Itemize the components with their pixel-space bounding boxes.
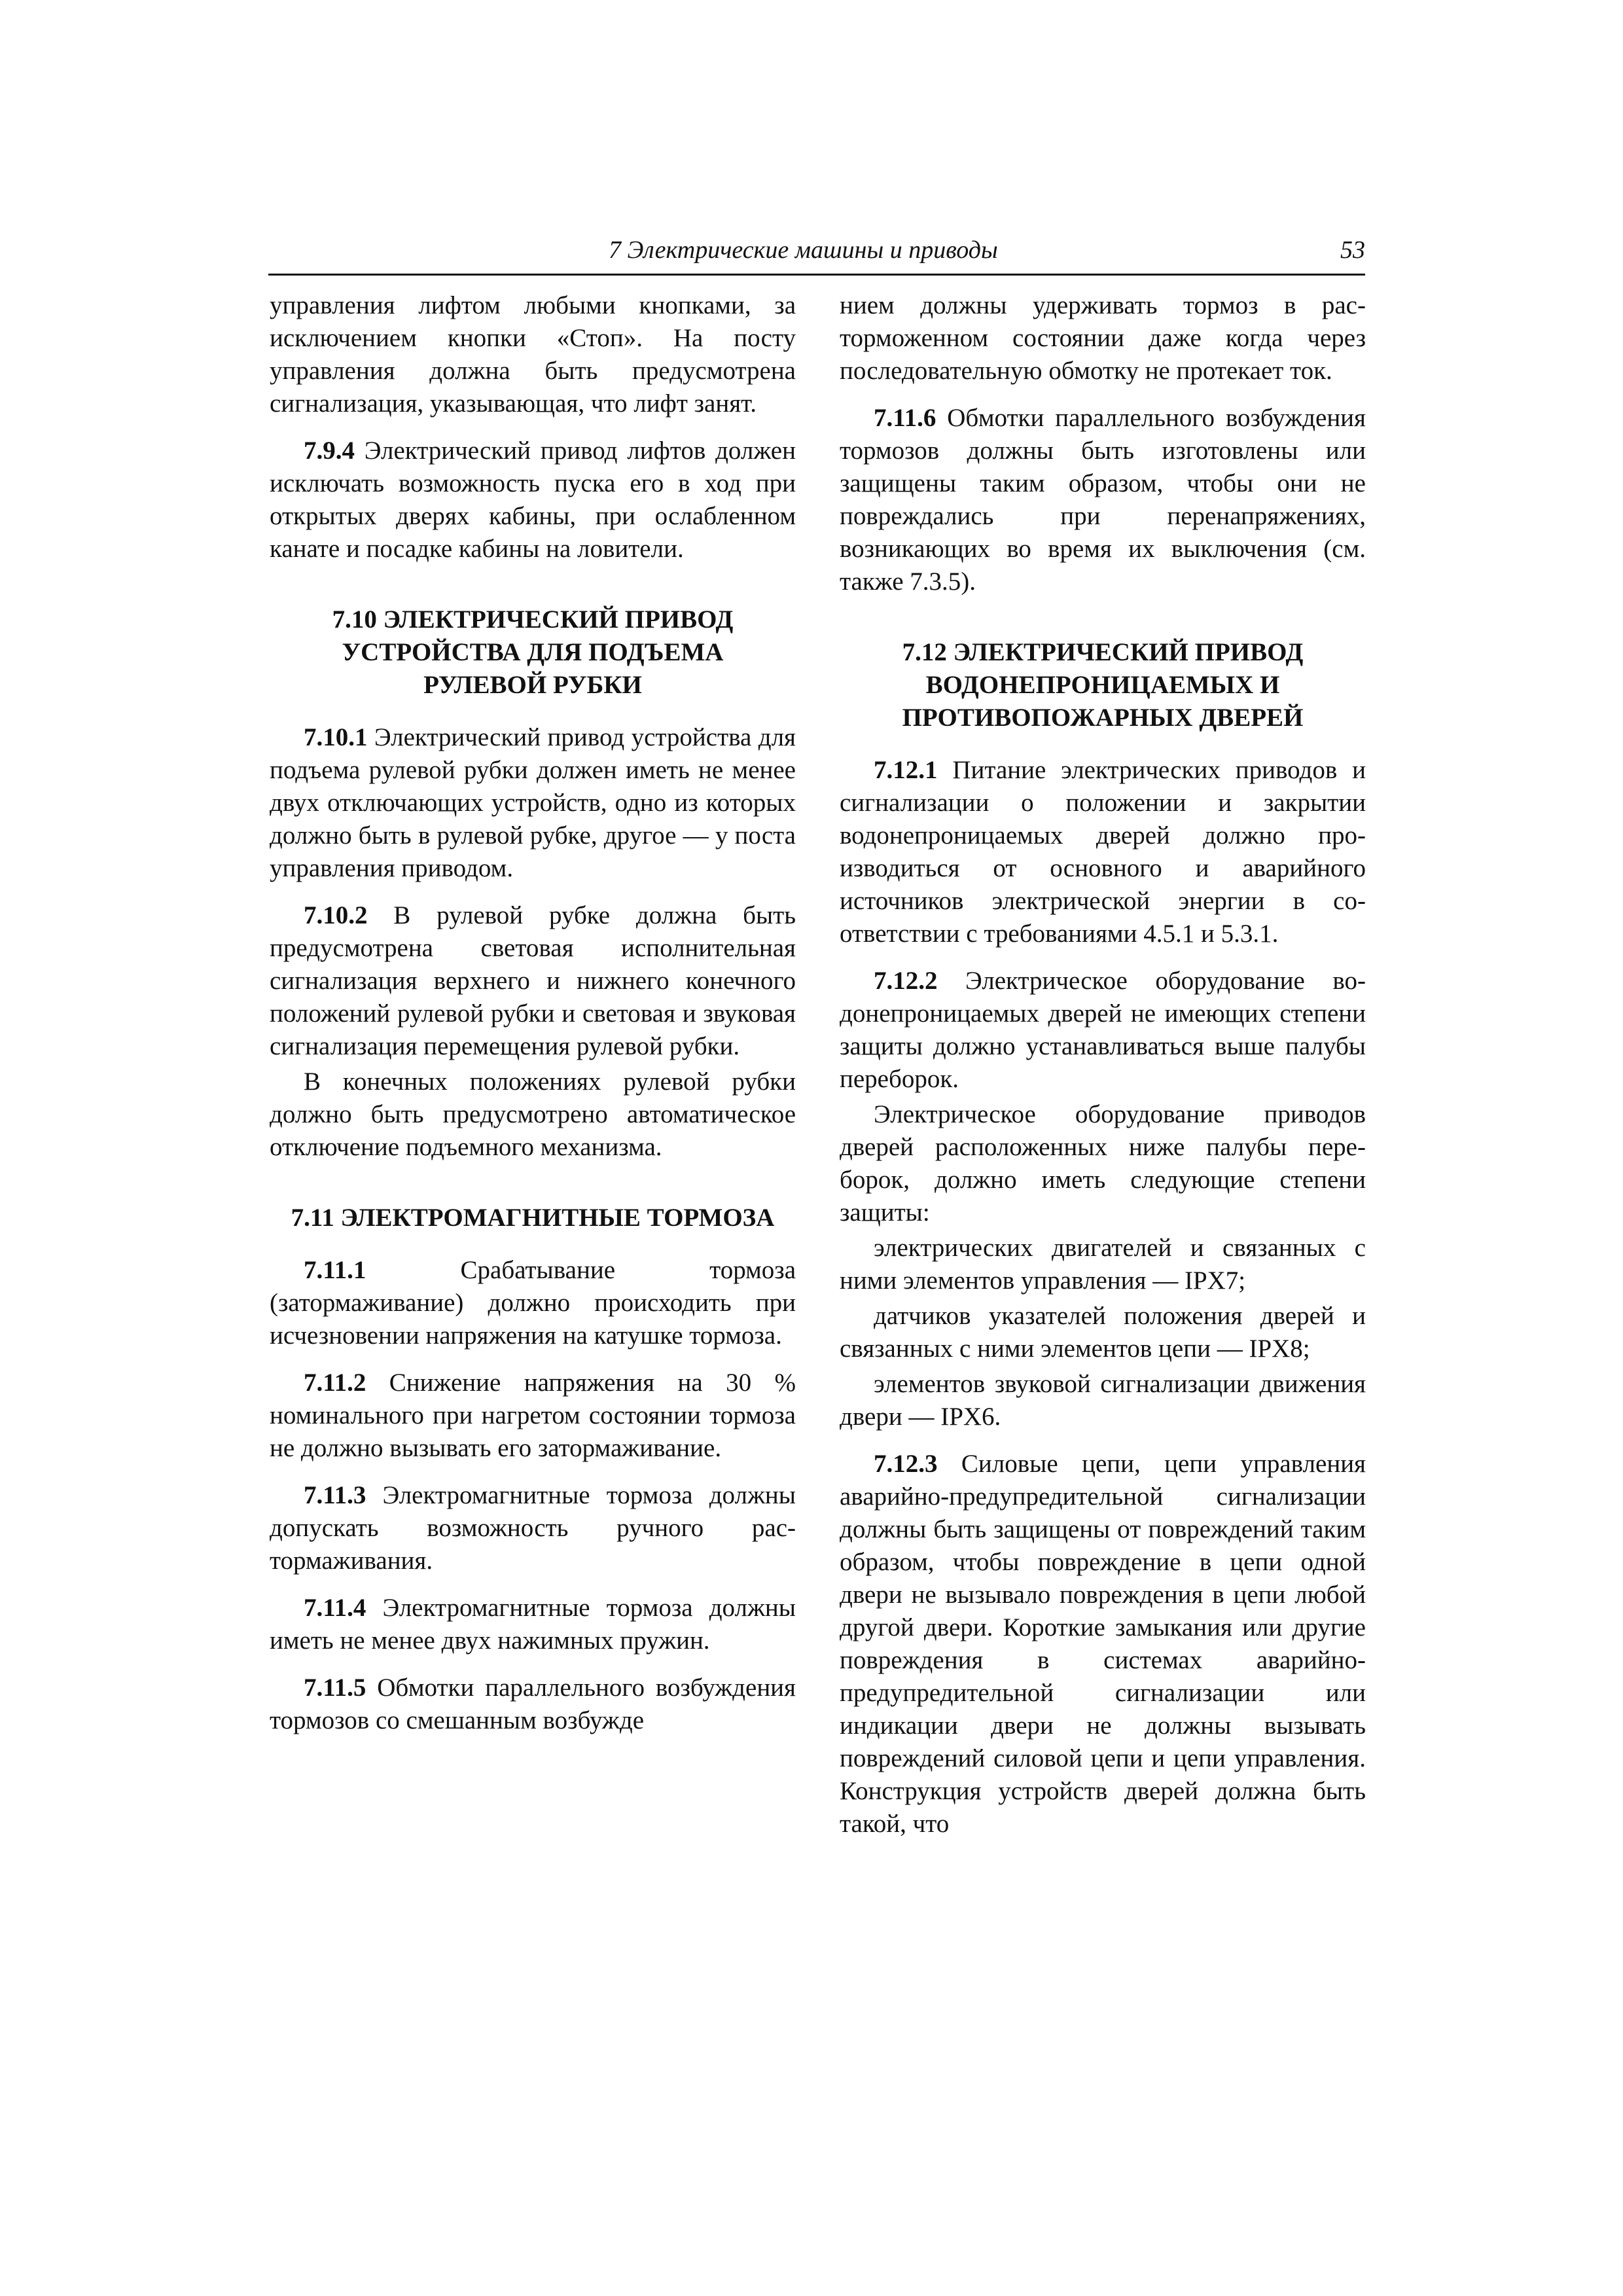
right-column <box>840 289 1366 1855</box>
running-head <box>268 236 1365 276</box>
clause-number: 7.10.1 <box>304 723 368 751</box>
clause-7-11-1 <box>270 1254 796 1352</box>
clause-text: Электромагнитные тормоза должны допускать возможность ручного растормаживания. <box>270 1481 796 1575</box>
paragraph-continued: нием должны удерживать тормоз в расторможенном состоянии даже когда через последовательную обмотку не протекает ток. <box>840 291 1366 385</box>
clause-number: 7.11.4 <box>304 1594 366 1622</box>
clause-number: 7.12.1 <box>874 756 938 784</box>
clause-7-11-4 <box>270 1592 796 1657</box>
clause-text: Обмотки параллельного возбуждения тормозов должны быть изготовлены или защищены таким образом, чтобы они не повреждались при перенапряжениях, возникающих во время их выключения (см. также 7.3.5). <box>840 404 1366 596</box>
clause-number: 7.9.4 <box>304 437 355 465</box>
heading-line: РУЛЕВОЙ РУБКИ <box>423 671 642 699</box>
clause-text: Электромагнитные тормоза должны иметь не менее двух нажимных пружин. <box>270 1594 796 1655</box>
paragraph-continued: управления лифтом любыми кнопками, за исключением кнопки «Стоп». На посту управления должна быть предусмотрена сигнализация, указывающая, что лифт занят. <box>270 291 796 418</box>
list-item: элементов звуковой сигнализации движения двери — IPX6. <box>840 1370 1366 1431</box>
clause-7-10-1 <box>270 721 796 885</box>
heading-line: 7.12 ЭЛЕКТРИЧЕСКИЙ ПРИВОД <box>902 638 1304 666</box>
list-item: датчиков указателей положения дверей и связанных с ними элементов цепи — IPX8; <box>840 1302 1366 1363</box>
clause-7-12-3 <box>840 1448 1366 1840</box>
heading-line: ПРОТИВОПОЖАРНЫХ ДВЕРЕЙ <box>902 704 1304 732</box>
clause-text: Обмотки параллельного возбуждения тормозов со смешанным возбужде <box>270 1674 796 1734</box>
clause-7-11-3 <box>270 1479 796 1577</box>
left-column <box>270 289 796 1751</box>
clause-7-12-1 <box>840 754 1366 950</box>
clause-text: Электрическое оборудование водонепроницаемых дверей не имеющих степени защиты должно устанавливаться выше палубы переборок. <box>840 967 1366 1093</box>
heading-line: ВОДОНЕПРОНИЦАЕМЫХ И <box>925 671 1280 699</box>
clause-text: Снижение напряжения на 30 % номинального при нагретом состоянии тормоза не должно вызывать его затормаживание. <box>270 1369 796 1462</box>
clause-7-10-2 <box>270 899 796 1063</box>
clause-text: Срабатывание тормоза (затормаживание) должно происходить при исчезновении напряжения на катушке тормоза. <box>270 1256 796 1350</box>
paragraph: Электрическое оборудование приводов дверей расположенных ниже палубы переборок, должно иметь следующие степени защиты: <box>840 1100 1366 1227</box>
clause-number: 7.12.3 <box>874 1450 938 1478</box>
section-heading-7-12 <box>840 636 1366 734</box>
clause-text: Питание электрических приводов и сигнализации о положении и закрытии водонепроницаемых дверей должно производиться от основного и аварийного источников электрической энергии в соответствии с требованиями 4.5.1 и 5.3.1. <box>840 756 1366 948</box>
clause-number: 7.11.2 <box>304 1369 366 1397</box>
clause-text: Силовые цепи, цепи управления аварийно-предупредительной сигнализации должны быть защищены от повреждений таким образом, чтобы повреждение в цепи одной двери не вызывало повреждения в цепи любой другой двери. Короткие замыкания или другие повреждения в системах аварийно-предупредительной сигнализации или индикации двери не должны вызывать повреждений силовой цепи и цепи управления. Конструкция устройств дверей должна быть такой, что <box>840 1450 1366 1838</box>
clause-number: 7.11.3 <box>304 1481 366 1509</box>
paragraph: В конечных положениях рулевой рубки должно быть предусмотрено автоматическое отключение подъемного механизма. <box>270 1067 796 1161</box>
heading-line: 7.10 ЭЛЕКТРИЧЕСКИЙ ПРИВОД <box>332 605 734 634</box>
clause-number: 7.11.1 <box>304 1256 366 1284</box>
clause-text: Электрический привод устройства для подъема рулевой рубки должен иметь не менее двух отключающих устройств, одно из которых должно быть в рулевой рубке, другое — у поста управления приводом. <box>270 723 796 882</box>
list-item: электрических двигателей и связанных с ними элементов управления — IPX7; <box>840 1234 1366 1295</box>
running-title: 7 Электрические машины и приводы <box>609 236 998 264</box>
heading-line: УСТРОЙСТВА ДЛЯ ПОДЪЕМА <box>342 638 724 666</box>
clause-number: 7.11.6 <box>874 404 936 432</box>
clause-text: Электрический привод лифтов должен исключать возможность пуска его в ход при открытых дверях кабины, при ослабленном канате и посадке кабины на ловители. <box>270 437 796 563</box>
clause-number: 7.11.5 <box>304 1674 366 1702</box>
clause-number: 7.10.2 <box>304 901 368 929</box>
clause-7-9-4 <box>270 435 796 565</box>
clause-7-11-2 <box>270 1367 796 1465</box>
clause-text: В рулевой рубке должна быть предусмотрена световая исполнительная сигнализация верхнего и нижнего конечного положений рулевой рубки и световая и звуковая сигнализация перемещения рулевой рубки. <box>270 901 796 1060</box>
clause-number: 7.12.2 <box>874 967 938 995</box>
clause-7-12-2 <box>840 965 1366 1096</box>
clause-7-11-5 <box>270 1672 796 1737</box>
section-heading-7-10 <box>270 603 796 702</box>
clause-7-11-6 <box>840 402 1366 598</box>
section-heading-7-11: 7.11 ЭЛЕКТРОМАГНИТНЫЕ ТОРМОЗА <box>291 1204 775 1232</box>
page-number: 53 <box>1340 236 1365 264</box>
